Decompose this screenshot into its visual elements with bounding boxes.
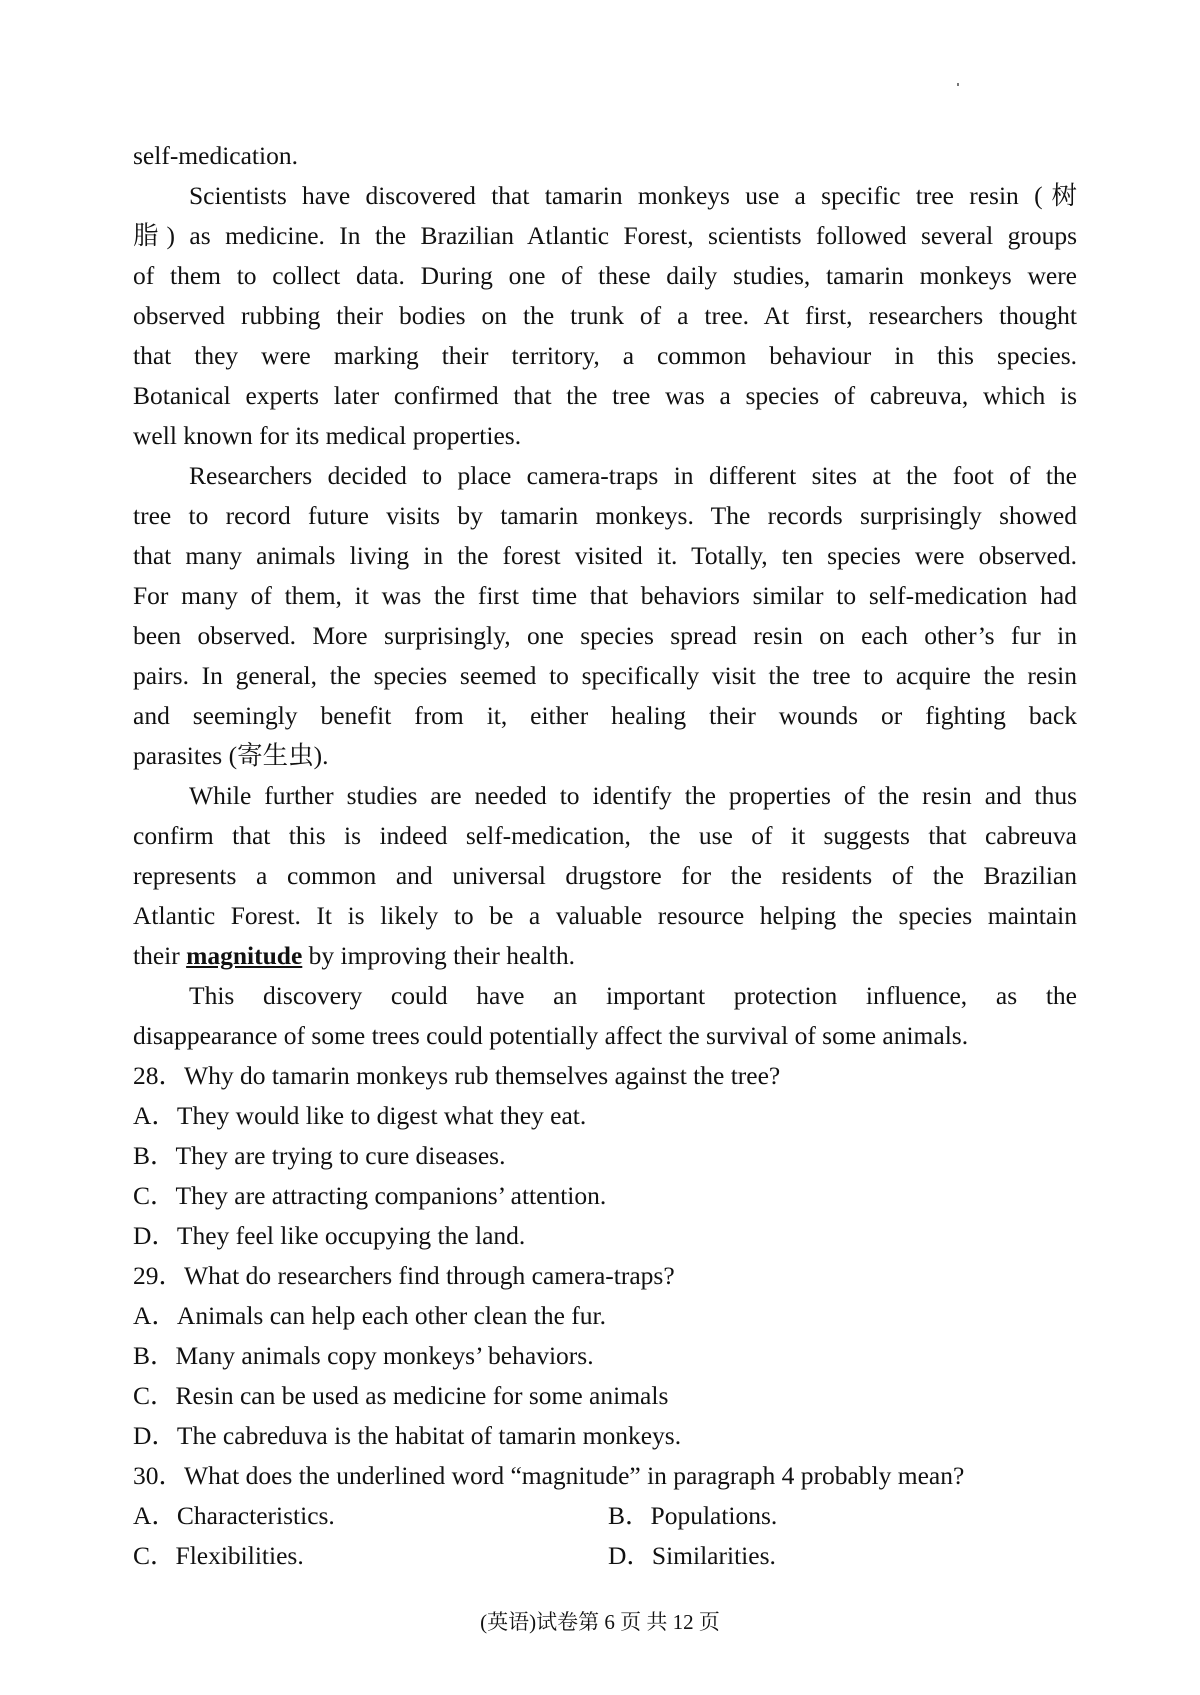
option-d: D．The cabreduva is the habitat of tamarin monkeys. [133, 1421, 682, 1450]
option-c: C．Flexibilities. [133, 1541, 304, 1570]
text-before: their [133, 941, 187, 970]
option-b: B．Populations. [608, 1501, 778, 1530]
page-footer: (英语)试卷第 6 页 共 12 页 [480, 1610, 720, 1634]
passage-line: tree to record future visits by tamarin monkeys. The records surprisingly showed [133, 501, 1077, 530]
option-a: A．Characteristics. [133, 1501, 335, 1530]
passage-line: that they were marking their territory, a common behaviour in this species. [133, 341, 1077, 370]
passage-line: Researchers decided to place camera-traps in different sites at the foot of the [189, 461, 1077, 490]
options-row [133, 1536, 1077, 1576]
passage-line: For many of them, it was the first time that behaviors similar to self-medication had [133, 581, 1077, 610]
passage-line: 脂) as medicine. In the Brazilian Atlantic Forest, scientists followed several groups [133, 221, 1077, 250]
passage-line: and seemingly benefit from it, either healing their wounds or fighting back [133, 701, 1077, 730]
paragraph-2 [133, 456, 1077, 776]
question-29 [133, 1256, 1077, 1456]
text-after: by improving their health. [302, 941, 575, 970]
passage-line: Botanical experts later confirmed that the tree was a species of cabreuva, which is [133, 381, 1077, 410]
passage-line: Scientists have discovered that tamarin monkeys use a specific tree resin (树 [189, 181, 1077, 210]
underlined-word: magnitude [186, 941, 303, 970]
passage-line: While further studies are needed to identify the properties of the resin and thus [189, 781, 1077, 810]
passage-line: represents a common and universal drugstore for the residents of the Brazilian [133, 861, 1077, 890]
option-a: A．Animals can help each other clean the fur. [133, 1301, 606, 1330]
passage-line-with-underline [133, 936, 1077, 976]
option-d: D．They feel like occupying the land. [133, 1221, 526, 1250]
question-stem: 29．What do researchers find through camera-traps? [133, 1261, 675, 1290]
passage-line: Atlantic Forest. It is likely to be a valuable resource helping the species maintain [133, 901, 1077, 930]
passage-line: that many animals living in the forest visited it. Totally, ten species were observed. [133, 541, 1077, 570]
scan-speck [957, 83, 959, 86]
option-c: C．Resin can be used as medicine for some animals [133, 1381, 669, 1410]
exam-page [133, 136, 1077, 1576]
passage-line: This discovery could have an important protection influence, as the [189, 981, 1077, 1010]
passage-line: well known for its medical properties. [133, 421, 522, 450]
option-c: C．They are attracting companions’ attention. [133, 1181, 607, 1210]
options-row [133, 1496, 1077, 1536]
passage-line: pairs. In general, the species seemed to specifically visit the tree to acquire the resin [133, 661, 1077, 690]
passage-line: self-medication. [133, 141, 298, 170]
question-30 [133, 1456, 1077, 1576]
option-b: B．They are trying to cure diseases. [133, 1141, 506, 1170]
passage-line: observed rubbing their bodies on the trunk of a tree. At first, researchers thought [133, 301, 1077, 330]
question-28 [133, 1056, 1077, 1256]
paragraph-1 [133, 176, 1077, 456]
passage-line: disappearance of some trees could potentially affect the survival of some animals. [133, 1021, 969, 1050]
option-a: A．They would like to digest what they eat. [133, 1101, 587, 1130]
passage-line: parasites (寄生虫). [133, 741, 329, 770]
paragraph-4 [133, 976, 1077, 1056]
passage-line: confirm that this is indeed self-medication, the use of it suggests that cabreuva [133, 821, 1077, 850]
question-stem: 30．What does the underlined word “magnitude” in paragraph 4 probably mean? [133, 1461, 965, 1490]
question-stem: 28．Why do tamarin monkeys rub themselves against the tree? [133, 1061, 781, 1090]
option-b: B．Many animals copy monkeys’ behaviors. [133, 1341, 594, 1370]
passage-line: of them to collect data. During one of these daily studies, tamarin monkeys were [133, 261, 1077, 290]
passage-line: been observed. More surprisingly, one species spread resin on each other’s fur in [133, 621, 1077, 650]
option-d: D．Similarities. [608, 1541, 776, 1570]
paragraph-3 [133, 776, 1077, 976]
